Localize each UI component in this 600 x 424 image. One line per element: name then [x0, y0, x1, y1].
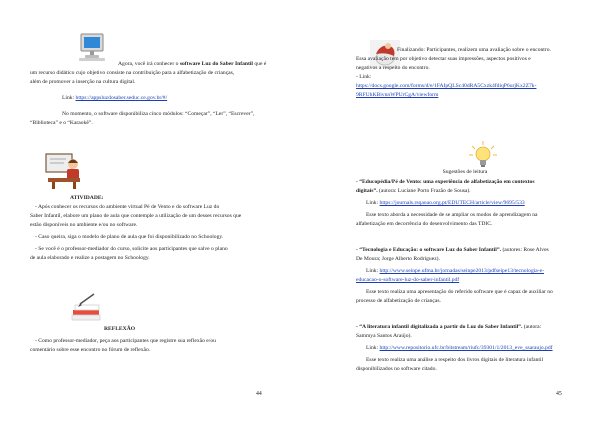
- link-google-form[interactable]: https://docs.google.com/forms/d/e/1FAIpQLSc40dRA5Cxzk4fdiqP6urjKx2Z7k-: [356, 83, 537, 89]
- link1-label: Link:: [62, 95, 75, 101]
- ref1-title-line-2: [356, 187, 582, 196]
- books-with-pen-icon: [70, 292, 104, 322]
- suggestions-heading: Sugestões de leitura: [442, 169, 488, 175]
- ref1-desc-line-1: Esse texto aborda a necessidade de se ampliar os modos de aprendizagem na: [366, 212, 538, 218]
- final-line-3: negativos a respeito do encontro.: [356, 65, 430, 71]
- ref2-authors-line-2: De Moura; Jorge Alberto Rodriguez).: [356, 256, 440, 262]
- ref3-desc-line-2: disponibilizados no software citado.: [356, 366, 437, 372]
- ref1-title-line-1: - “Educopédia/Pé de Vento: uma experiência de alfabetização em contextos: [356, 179, 535, 185]
- activity-line-3: estão disponíveis no ambiente e/ou no software.: [30, 222, 138, 228]
- ref2-title-line: [356, 246, 582, 255]
- ref3-authors: (autora:: [523, 324, 542, 330]
- teacher-at-board-icon: [44, 150, 84, 190]
- link-google-form-cont[interactable]: 9RFUhKBivnnWPUrCgA/viewform: [356, 92, 439, 98]
- activity-line-5: - Se você é o professor-mediador do curso, solicite aos participantes que salve o plano: [35, 246, 228, 252]
- modules-line-2: “Biblioteca” e o “Karaokê”.: [30, 120, 93, 126]
- activity-heading: ATIVIDADE:: [70, 195, 104, 201]
- ref2-link-cont[interactable]: educacao-o-software-luz-do-saber-infantil.pdf: [356, 277, 460, 283]
- final-link-label: - Link:: [356, 74, 372, 80]
- final-line-2: Essa avaliação tem por objetivo detectar suas impressões, aspectos positivos e: [356, 56, 531, 62]
- ref3-authors-line-2: Sammya Santos Araújo).: [356, 333, 412, 339]
- ref1-desc-line-2: alfabetização em decorrência do desenvolvimento das TDIC.: [356, 221, 493, 227]
- final-line-1: Finalizando: Participantes, realizem uma avaliação sobre o encontro.: [397, 47, 551, 53]
- ref3-link-label: Link:: [366, 345, 379, 351]
- activity-line-2: Saber Infantil, elabore um plano de aula que contemple a utilização de um desses recursos que: [30, 213, 242, 219]
- activity-line-1: - Após conhecer os recursos do ambiente virtual Pé de Vento e do software Luz do: [35, 204, 220, 210]
- software-name: software Luz do Saber Infantil: [179, 61, 253, 67]
- ref2-authors: (autores: Rose Alves: [502, 247, 549, 253]
- ref2-link-label: Link:: [366, 268, 379, 274]
- computer-monitor-icon: [76, 32, 108, 62]
- reflection-line-2: comentário sobre esse encontro no fórum de reflexão.: [30, 347, 151, 353]
- ref3-title: - “A literatura infantil digitalizada a partir do Luz do Saber Infantil”.: [356, 324, 523, 330]
- reflection-line-1: - Como professor-mediador, peça aos participantes que registre sua reflexão e/ou: [35, 338, 216, 344]
- lightbulb-icon: [468, 140, 498, 170]
- ref1-title-cont: digitais”.: [356, 188, 378, 194]
- link-appsluzdosaber[interactable]: https://appsluzdosaber.seduc.ce.gov.br/#/: [75, 95, 168, 101]
- ref1-link-paragraph: [366, 199, 582, 208]
- intro-line-2: um recurso didático cujo objetivo consiste na contribuição para a alfabetização de crianças,: [30, 70, 235, 76]
- ref1-authors: (autora: Luciane Porto Frazão de Sousa).: [379, 188, 471, 194]
- ref1-link-label: Link:: [366, 200, 379, 206]
- right-page: [300, 0, 600, 424]
- ref2-desc-line-1: Esse texto realiza uma apresentação do referido software que é capaz de auxiliar no: [366, 289, 553, 295]
- ref2-link-paragraph: [366, 267, 582, 276]
- ref3-link[interactable]: http://www.repositorio.ufc.br/bitstream/riufc/39301/1/2013_eve_ssaraujo.pdf: [379, 345, 553, 351]
- ref2-desc-line-2: processo de alfabetização de crianças.: [356, 298, 441, 304]
- page-number-left: 44: [256, 391, 262, 397]
- intro-rest: que é: [254, 61, 267, 67]
- link1-paragraph: [62, 94, 282, 103]
- reflection-heading: REFLEXÃO: [104, 326, 136, 332]
- ref3-link-paragraph: [366, 344, 582, 353]
- ref2-title: - “Tecnologia e Educação: o software Luz do Saber Infantil”.: [356, 247, 502, 253]
- intro-line-1: [118, 60, 278, 69]
- ref3-desc-line-1: Esse texto realiza uma análise a respeito dos livros digitais de literatura infantil: [366, 357, 544, 363]
- ref2-link[interactable]: http://www.seinpe.ufma.br/jornadas/seinpe2013/pdfseipe13/tecnologia-e-: [379, 268, 544, 274]
- ref3-title-line: [356, 323, 582, 332]
- page-number-right: 45: [556, 391, 562, 397]
- ref1-link[interactable]: https://journals.rsqaoao.org.pt/EDUTECH/article/view/9695/533: [379, 200, 525, 206]
- modules-line-1: No momento, o software disponibiliza cinco módulos: “Começar”, “Ler”, “Escrever”,: [62, 111, 255, 117]
- intro-line-3: além de promover a inserção na cultura digital.: [30, 79, 136, 85]
- intro-lead: Agora, você irá conhecer o: [118, 61, 179, 67]
- activity-line-6: de aula elaborado e realize a postagem no Schoology.: [30, 255, 150, 261]
- activity-line-4: - Caso queira, siga o modelo de plano de aula que foi disponibilizado no Schoology.: [35, 234, 224, 240]
